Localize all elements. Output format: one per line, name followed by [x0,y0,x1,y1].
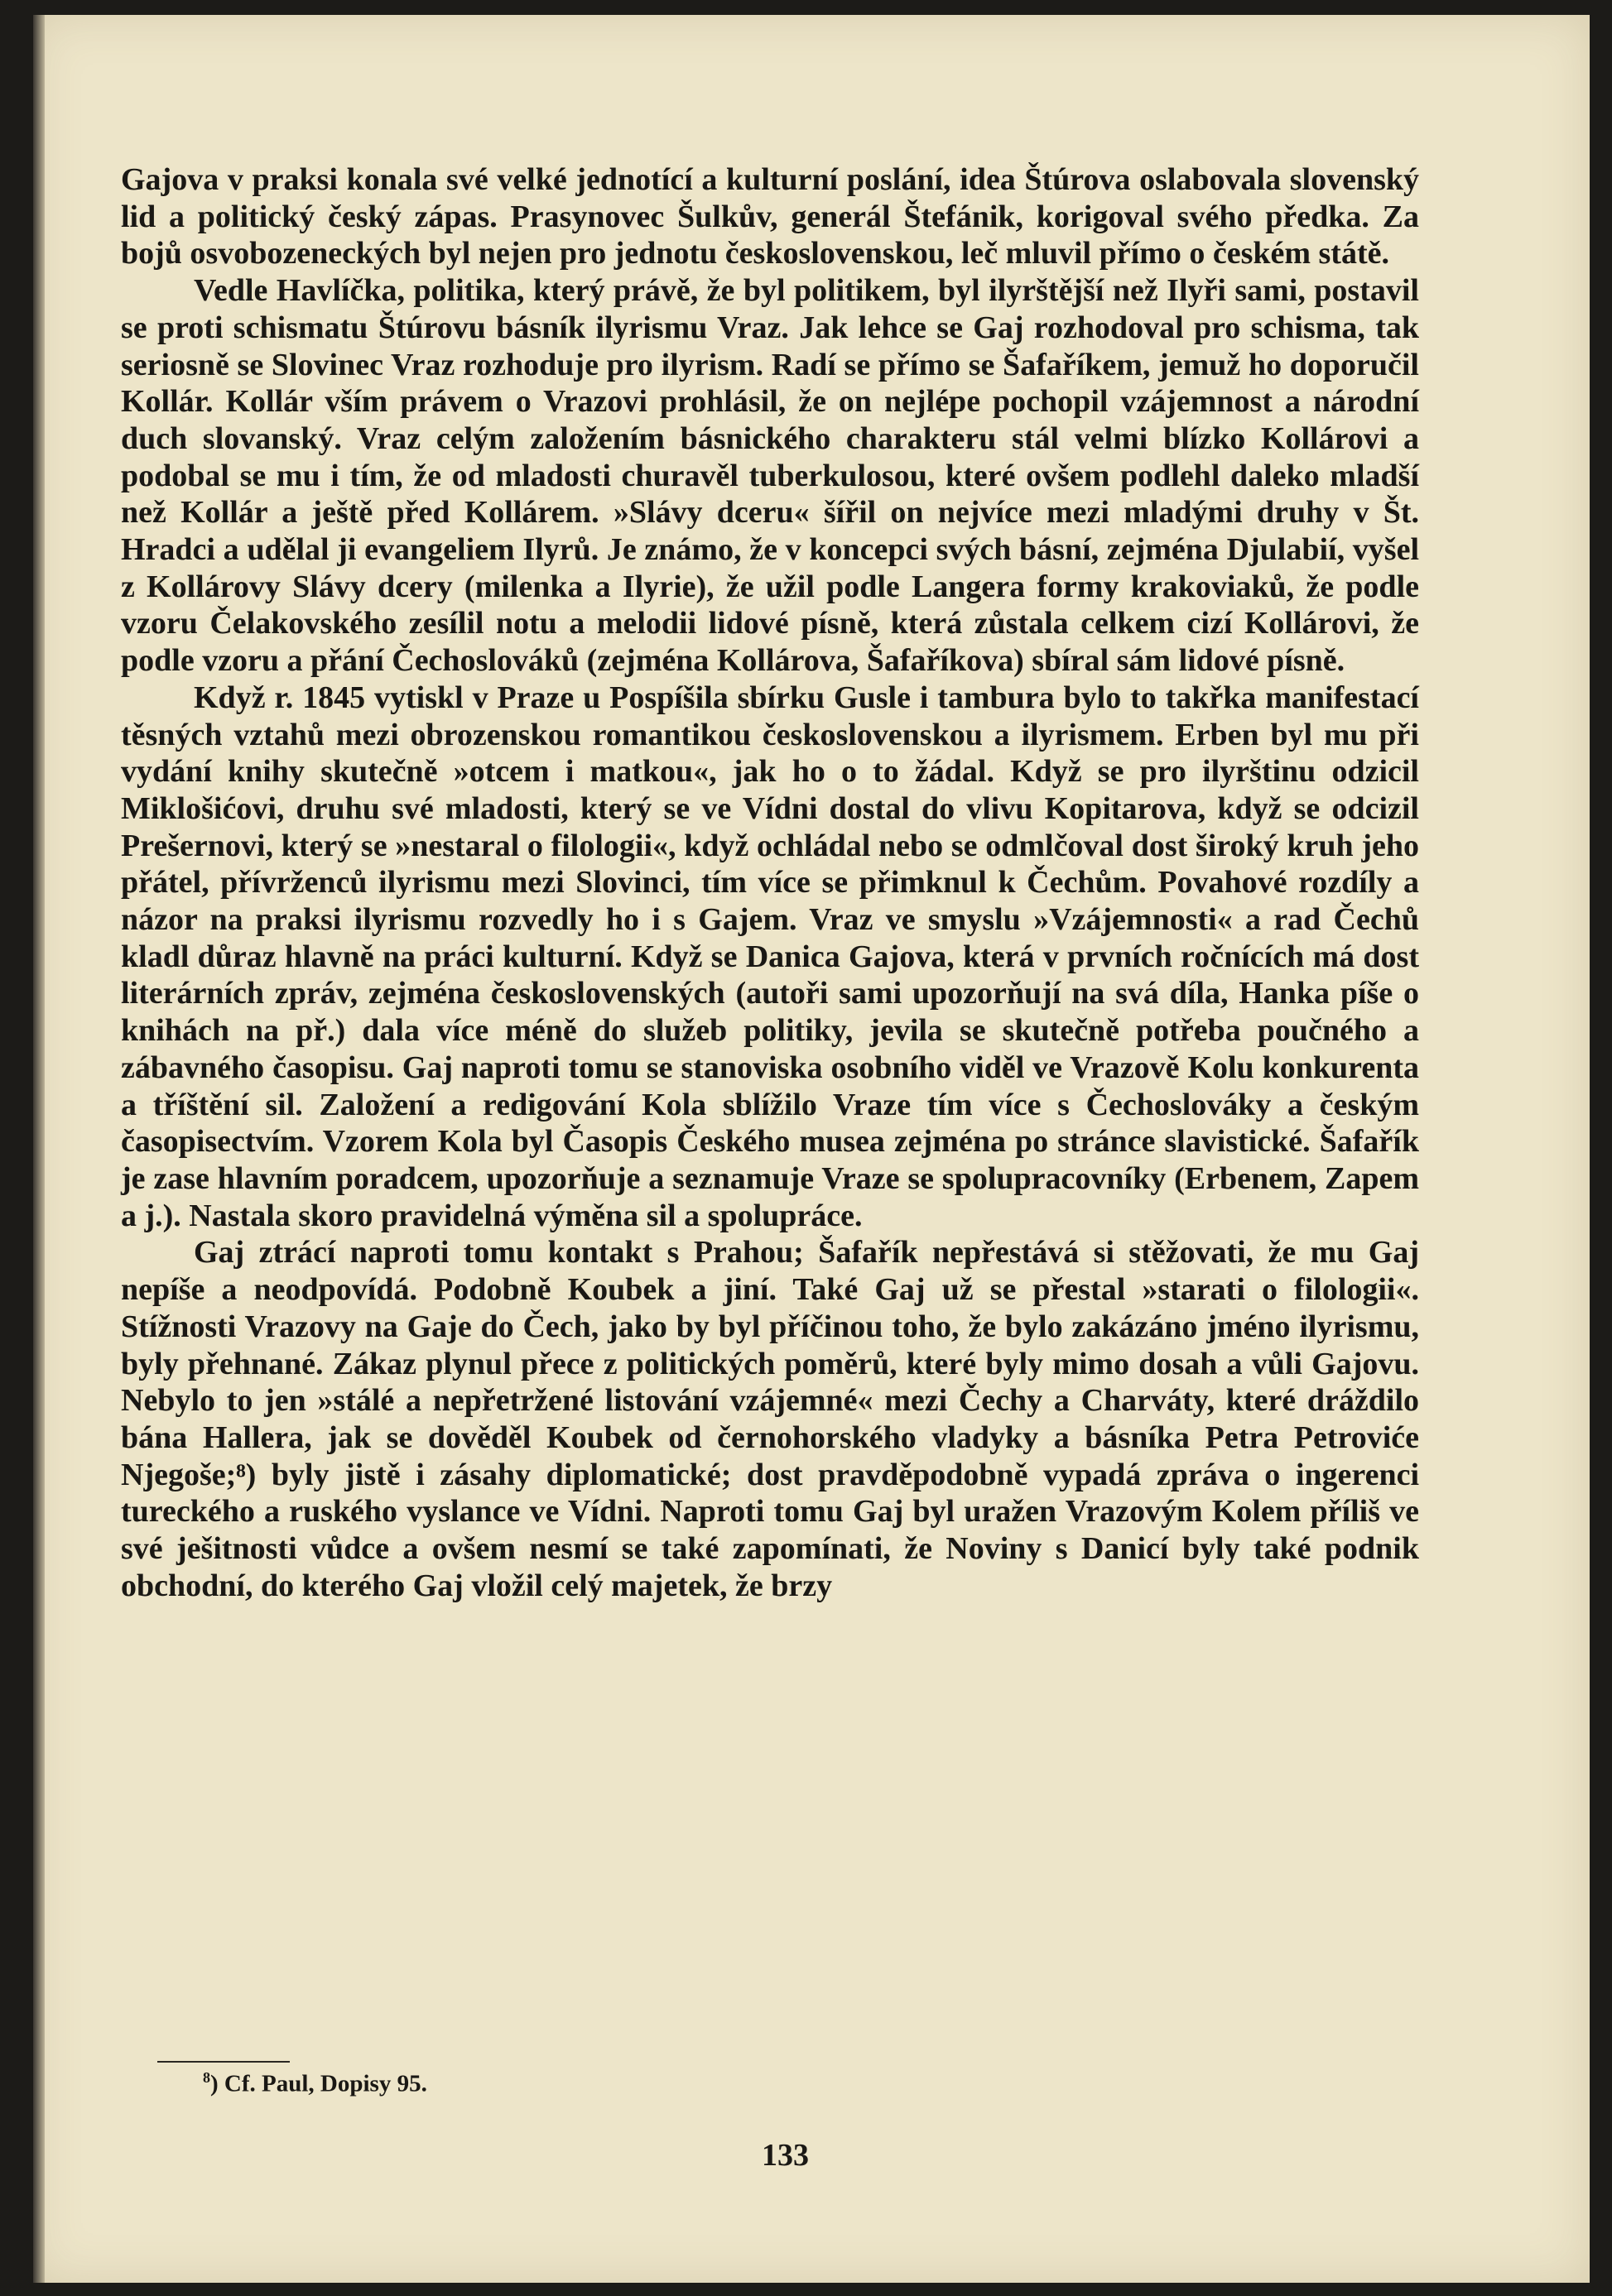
paragraph-4: Gaj ztrácí naproti tomu kontakt s Prahou; Šafařík nepřestává si stěžovati, že mu Gaj nepíše a neodpovídá. Podobně Koubek a jiní. Také Gaj už se přestal »starati o filologii«. Stížnosti Vrazovy na Gaje do Čech, jako by byl příčinou toho, že bylo zakázáno jméno ilyrismu, byly přehnané. Zákaz plynul přece z politických poměrů, které byly mimo dosah a vůli Gajovu. Nebylo to jen »stálé a nepřetržené listování vzájemné« mezi Čechy a Charváty, které dráždilo bána Hallera, jak se dověděl Koubek od černohorského vladyky a básníka Petra Petroviće Njegoše;⁸) byly jistě i zásahy diplomatické; dost pravděpodobně vypadá zpráva o ingerenci tureckého a ruského vyslance ve Vídni. Naproti tomu Gaj byl uražen Vrazovým Kolem příliš ve své ješitnosti vůdce a ovšem nesmí se také zapomínati, že Noviny s Danicí byly také podnik obchodní, do kterého Gaj vložil celý majetek, že brzy [121,1235,1419,1603]
page-binding-edge [33,15,45,2283]
paragraph-2: Vedle Havlíčka, politika, který právě, že byl politikem, byl ilyrštější než Ilyři sami, postavil se proti schismatu Štúrovu básník ilyrismu Vraz. Jak lehce se Gaj rozhodoval pro schisma, tak seriosně se Slovinec Vraz rozhoduje pro ilyrism. Radí se přímo se Šafaříkem, jemuž ho doporučil Kollár. Kollár vším právem o Vrazovi prohlásil, že on nejlépe pochopil vzájemnost a národní duch slovanský. Vraz celým založením básnického charakteru stál velmi blízko Kollárovi a podobal se mu i tím, že od mladosti churavěl tuberkulosou, které ovšem podlehl daleko mladší než Kollár a ještě před Kollárem. »Slávy dceru« šířil on nejvíce mezi mladými druhy v Št. Hradci a udělal ji evangeliem Ilyrů. Je známo, že v koncepci svých básní, zejména Djulabií, vyšel z Kollárovy Slávy dcery (milenka a Ilyrie), že užil podle Langera formy krakoviaků, že podle vzoru Čelakovského zesílil notu a melodii lidové písně, která zůstala celkem cizí Kollárovi, že podle vzoru a přání Čechoslováků (zejména Kollárova, Šafaříkova) sbíral sám lidové písně. [121,273,1419,679]
footnote-marker: 8 [203,2069,210,2086]
page-number: 133 [762,2138,809,2173]
footnote [203,2069,427,2098]
footnote-text: ) Cf. Paul, Dopisy 95. [210,2070,427,2097]
footnote-rule [157,2061,290,2063]
paragraph-1: Gajova v praksi konala své velké jednotící a kulturní poslání, idea Štúrova oslabovala slovenský lid a politický český zápas. Prasynovec Šulkův, generál Štefánik, korigoval svého předka. Za bojů osvobozeneckých byl nejen pro jednotu československou, leč mluvil přímo o českém státě. [121,162,1419,271]
body-text [121,161,1419,1604]
paragraph-3: Když r. 1845 vytiskl v Praze u Pospíšila sbírku Gusle i tambura bylo to takřka manifestací těsných vztahů mezi obrozenskou romantikou československou a ilyrismem. Erben byl mu při vydání knihy skutečně »otcem i matkou«, jak ho o to žádal. Když se pro ilyrštinu odzicil Miklošićovi, druhu své mladosti, který se ve Vídni dostal do vlivu Kopitarova, když se odcizil Prešernovi, který se »nestaral o filologii«, když ochládal nebo se odmlčoval dost široký kruh jeho přátel, přívrženců ilyrismu mezi Slovinci, tím více se přimknul k Čechům. Povahové rozdíly a názor na praksi ilyrismu rozvedly ho i s Gajem. Vraz ve smyslu »Vzájemnosti« a rad Čechů kladl důraz hlavně na práci kulturní. Když se Danica Gajova, která v prvních ročnících má dost literárních zpráv, zejména československých (autoři sami upozorňují na svá díla, Hanka píše o knihách na př.) dala více méně do služeb politiky, jevila se skutečně potřeba poučného a zábavného časopisu. Gaj naproti tomu se stanoviska osobního viděl ve Vrazově Kolu konkurenta a tříštění sil. Založení a redigování Kola sblížilo Vraze tím více s Čechoslováky a českým časopisectvím. Vzorem Kola byl Časopis Českého musea zejména po stránce slavistické. Šafařík je zase hlavním poradcem, upozorňuje a seznamuje Vraze se spolupracovníky (Erbenem, Zapem a j.). Nastala skoro pravidelná výměna sil a spolupráce. [121,680,1419,1233]
